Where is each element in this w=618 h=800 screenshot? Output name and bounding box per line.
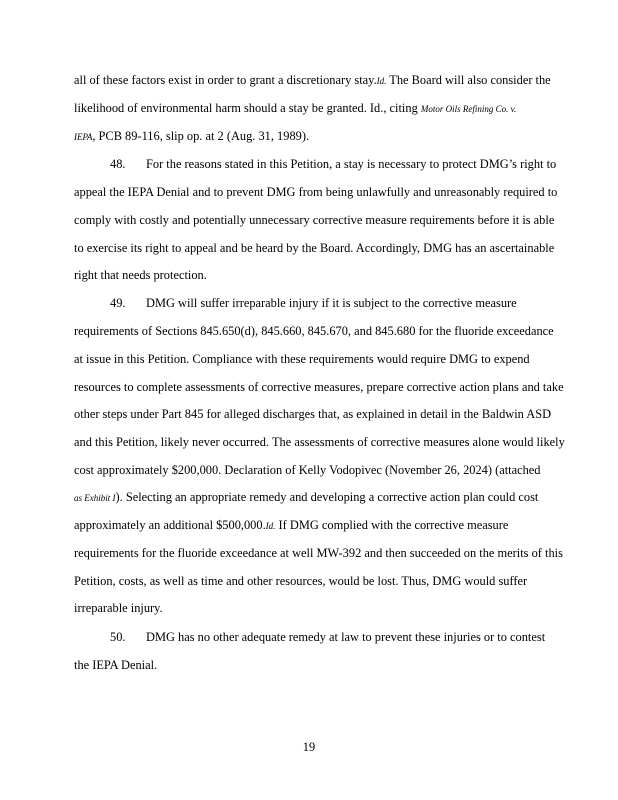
text-line: requirements for the fluoride exceedance at well MW-392 and then succeeded on the merits of this <box>74 546 563 560</box>
text-line: irreparable injury. <box>74 601 163 615</box>
text-line: cost approximately $200,000. Declaration of Kelly Vodopivec (November 26, 2024) (attached <box>74 463 541 477</box>
text-line: and this Petition, likely never occurred. The assessments of corrective measures alone would likely <box>74 435 565 449</box>
paragraph-48: 48. For the reasons stated in this Petition, a stay is necessary to protect DMG’s right to <box>110 157 557 171</box>
text-line: Petition, costs, as well as time and other resources, would be lost. Thus, DMG would suffer <box>74 574 528 588</box>
text-line: the IEPA Denial. <box>74 658 158 672</box>
page-number: 19 <box>302 740 316 754</box>
text-line: IEPA, PCB 89-116, slip op. at 2 (Aug. 31, 1989). <box>74 129 310 143</box>
paragraph-number: 48. <box>110 157 126 171</box>
paragraph-number: 49. <box>110 296 126 310</box>
text-line: requirements of Sections 845.650(d), 845.660, 845.670, and 845.680 for the fluoride exceedance <box>74 324 554 338</box>
text-line: comply with costly and potentially unnecessary corrective measure requirements before it is able <box>74 213 555 227</box>
case-citation: Motor Oils Refining Co. v. <box>420 104 517 114</box>
text-line: approximately an additional $500,000.Id. If DMG complied with the corrective measure <box>74 518 509 532</box>
text-line: likelihood of environmental harm should a stay be granted. Id., citing Motor Oils Refining Co. v. <box>74 101 517 115</box>
text-line: all of these factors exist in order to grant a discretionary stay.Id. The Board will also consider the <box>74 73 551 87</box>
text-line: to exercise its right to appeal and be heard by the Board. Accordingly, DMG has an ascertainable <box>74 241 555 255</box>
text-line: other steps under Part 845 for alleged discharges that, as explained in detail in the Baldwin ASD <box>74 407 552 421</box>
text-line: resources to complete assessments of corrective measures, prepare corrective action plans and take <box>74 380 564 394</box>
paragraph-49: 49. DMG will suffer irreparable injury if it is subject to the corrective measure <box>110 296 517 310</box>
text-line: right that needs protection. <box>74 268 207 282</box>
text-line: at issue in this Petition. Compliance with these requirements would require DMG to expend <box>74 352 530 366</box>
exhibit-reference: as Exhibit I <box>74 493 116 503</box>
paragraph-number: 50. <box>110 630 126 644</box>
text-line: appeal the IEPA Denial and to prevent DMG from being unlawfully and unreasonably required to <box>74 185 558 199</box>
text-line: as Exhibit I). Selecting an appropriate remedy and developing a corrective action plan could cost <box>74 490 539 504</box>
paragraph-50: 50. DMG has no other adequate remedy at law to prevent these injuries or to contest <box>110 630 546 644</box>
